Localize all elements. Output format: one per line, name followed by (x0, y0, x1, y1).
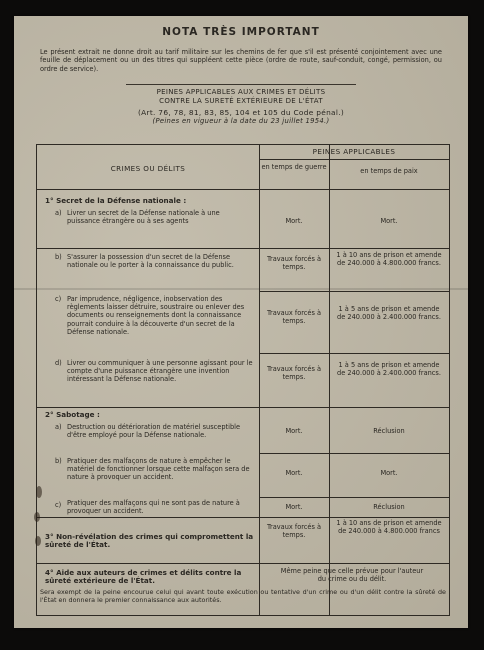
nota-title: NOTA TRÈS IMPORTANT (162, 26, 320, 38)
penalty-table (36, 144, 450, 616)
peines-heading (14, 88, 468, 126)
row-label: b) (55, 457, 62, 465)
penalty-4: Même peine que celle prévue pour l'auteur du crime ou du délit. (280, 567, 424, 584)
row-rule (259, 453, 449, 454)
heading-articles: (Art. 76, 78, 81, 83, 85, 104 et 105 du Code pénal.) (137, 108, 345, 117)
col-crimes-header: CRIMES OU DÉLITS (110, 164, 186, 173)
penalty-1d-paix: 1 à 5 ans de prison et amende de 240.000 à 2.400.000 francs. (337, 361, 441, 378)
penalty-1a-paix: Mort. (380, 217, 398, 225)
header-rule (259, 159, 449, 160)
nota-text: Le présent extrait ne donne droit au tarif militaire sur les chemins de fer que s'il est présenté conjointement avec une feuille de déplacement ou un des titres qui suppléent cette pièce (ordre de route, sauf-conduit, congé, permission, ou ordre de service). (40, 48, 442, 73)
penalty-2b-paix: Mort. (380, 469, 398, 477)
penalty-2a-guerre: Mort. (285, 427, 303, 435)
penalty-3-guerre: Travaux forcés à temps. (266, 523, 322, 540)
col-divider (259, 145, 260, 615)
heading-line-2: CONTRE LA SURETÉ EXTÉRIEURE DE L'ÉTAT (159, 97, 323, 105)
row-rule (259, 353, 449, 354)
row-label: d) (55, 359, 62, 367)
penalty-1c-paix: 1 à 5 ans de prison et amende de 240.000 à 2.400.000 francs. (337, 305, 441, 322)
divider (126, 84, 356, 85)
row-rule (37, 248, 449, 249)
penalty-2c-paix: Réclusion (373, 503, 405, 511)
row-rule (37, 407, 449, 408)
row-label: b) (55, 253, 62, 261)
row-label: a) (55, 209, 62, 217)
row-rule (259, 291, 449, 292)
punch-hole (36, 486, 42, 498)
penalty-1a-guerre: Mort. (285, 217, 303, 225)
row-label: c) (55, 295, 62, 303)
penalty-2a-paix: Réclusion (373, 427, 405, 435)
crime-1d: Livrer ou communiquer à une personne agissant pour le compte d'une puissance étrangère une invention intéressant la Défense nationale. (67, 359, 253, 384)
penalty-1c-guerre: Travaux forcés à temps. (266, 309, 322, 326)
penalty-1b-guerre: Travaux forcés à temps. (266, 255, 322, 272)
crime-2c: Pratiquer des malfaçons qui ne sont pas de nature à provoquer un accident. (67, 499, 240, 516)
row-label: a) (55, 423, 62, 431)
penalty-3-paix: 1 à 10 ans de prison et amende de 240.000 à 4.800.000 francs (336, 519, 442, 536)
row-label: c) (55, 501, 62, 509)
col-guerre-header: en temps de guerre (261, 163, 327, 171)
punch-hole (35, 536, 41, 546)
heading-vigueur: (Peines en vigueur à la date du 23 juillet 1954.) (152, 117, 330, 125)
crime-1b: S'assurer la possession d'un secret de la Défense nationale ou le porter à la connaissance du public. (67, 253, 234, 270)
document-sheet (14, 16, 468, 628)
row-rule (37, 517, 449, 518)
crime-2a: Destruction ou détérioration de matériel susceptible d'être employé pour la Défense nationale. (67, 423, 241, 440)
row-rule (37, 563, 449, 564)
crime-1a: Livrer un secret de la Défense nationale à une puissance étrangère ou à ses agents (67, 209, 220, 226)
crime-1c: Par imprudence, négligence, inobservation des règlements laisser détruire, soustraire ou enlever des documents ou renseignements dont la connaissance pourrait conduire à la découverte d'un secret de la Défense nationale. (67, 295, 245, 336)
penalty-1b-paix: 1 à 10 ans de prison et amende de 240.000 à 4.800.000 francs. (336, 251, 442, 268)
heading-line-1: PEINES APPLICABLES AUX CRIMES ET DÉLITS (156, 88, 326, 96)
section-4-title: 4° Aide aux auteurs de crimes et délits contre la sûreté extérieure de l'État. (45, 568, 242, 586)
crime-2b: Pratiquer des malfaçons de nature à empêcher le matériel de fonctionner lorsque cette malfaçon sera de nature à provoquer un accident. (67, 457, 250, 482)
row-rule (259, 497, 449, 498)
col-peines-header: PEINES APPLICABLES (312, 147, 396, 156)
punch-hole (34, 512, 40, 522)
section-3-title: 3° Non-révélation des crimes qui compromettent la sûreté de l'État. (45, 532, 254, 550)
section-1-title: 1° Secret de la Défense nationale : (45, 196, 187, 205)
footer-note: Sera exempt de la peine encourue celui qui avant toute exécution ou tentative d'un crime ou d'un délit contre la sûreté de l'État en donnera le premier connaissance aux autorités. (40, 588, 446, 605)
header-rule (37, 189, 449, 190)
col-paix-header: en temps de paix (360, 167, 418, 175)
section-2-title: 2° Sabotage : (45, 410, 100, 419)
penalty-2c-guerre: Mort. (285, 503, 303, 511)
col-divider (329, 145, 330, 615)
penalty-2b-guerre: Mort. (285, 469, 303, 477)
penalty-1d-guerre: Travaux forcés à temps. (266, 365, 322, 382)
